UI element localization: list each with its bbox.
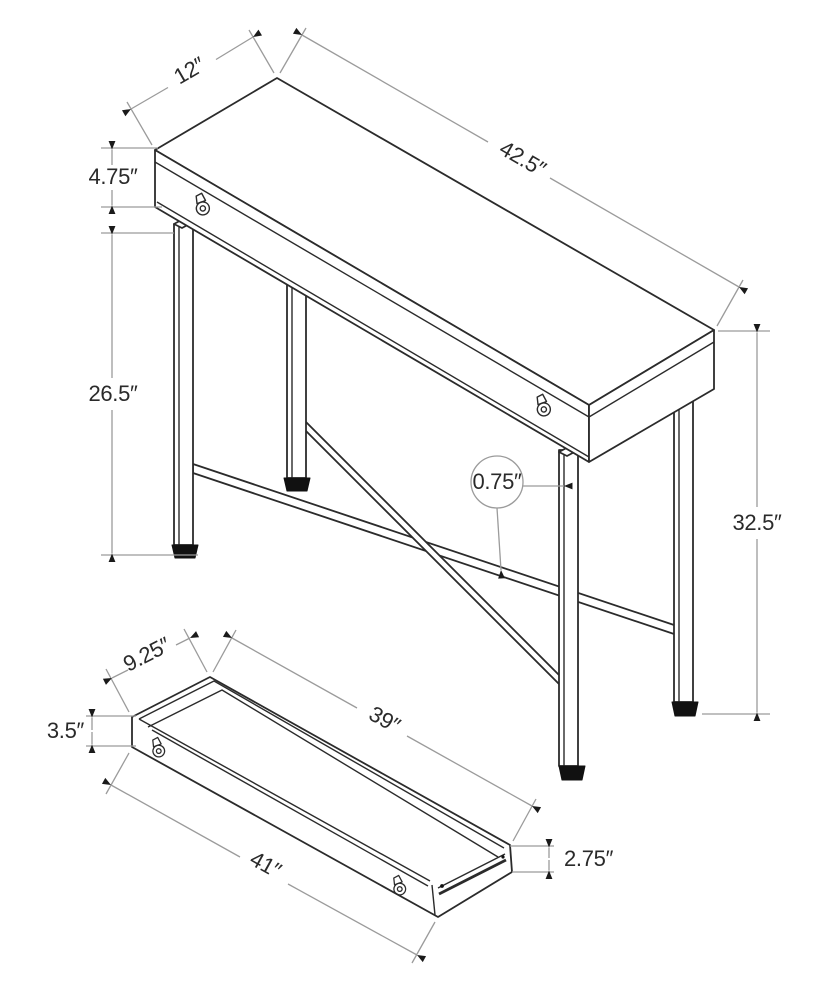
dim-label-overall-height: 32.5″	[732, 510, 782, 535]
dim-label-drawer-outer-length: 41″	[245, 845, 286, 883]
dim-drawer-front-height	[47, 716, 136, 746]
drawer-outline	[132, 677, 512, 917]
dim-label-drawer-inner-length: 39″	[364, 700, 405, 738]
leg-front-left	[174, 224, 193, 545]
dim-tube-thickness	[471, 456, 564, 570]
dim-apron-height	[88, 148, 162, 207]
dim-label-table-depth: 12″	[169, 51, 210, 90]
leg-back-right	[674, 398, 693, 702]
dim-drawer-side-height	[510, 846, 614, 872]
table-top	[155, 78, 714, 462]
x-brace-back-left-to-front-right	[296, 412, 570, 695]
dim-label-drawer-front-height: 3.5″	[46, 718, 84, 743]
leg-back-left	[287, 283, 306, 478]
console-table-view	[155, 78, 714, 780]
foot-back-right	[672, 702, 698, 716]
dim-label-apron-height: 4.75″	[88, 164, 138, 189]
leg-front-right	[559, 450, 578, 766]
drawer-slide-stop	[440, 884, 444, 888]
dim-label-tube-thickness: 0.75″	[472, 469, 522, 494]
dim-label-drawer-depth: 9.25″	[119, 632, 175, 677]
drawer-slide-stop	[501, 855, 504, 858]
drawer-view	[132, 677, 512, 917]
x-brace-front-left-to-back-right	[193, 464, 680, 636]
foot-back-left	[284, 478, 310, 491]
dim-label-drawer-side-height: 2.75″	[564, 846, 614, 871]
foot-front-left	[172, 545, 198, 558]
foot-front-right	[559, 766, 585, 780]
dim-label-leg-clearance: 26.5″	[88, 381, 138, 406]
dim-label-table-length: 42.5″	[495, 135, 551, 182]
